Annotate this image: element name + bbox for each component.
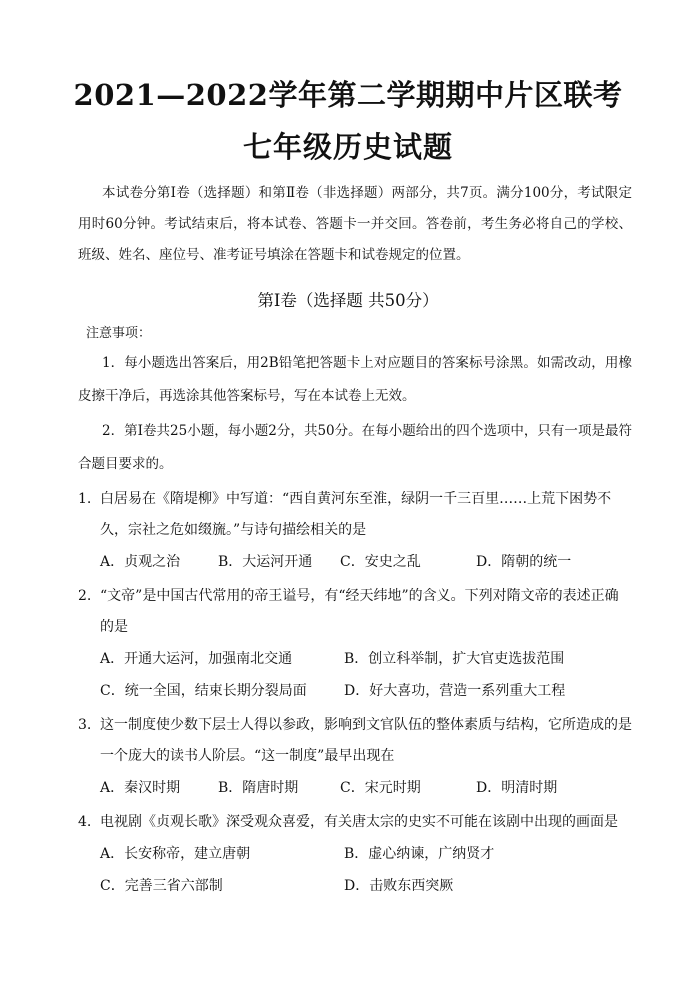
question-3 [78, 710, 632, 772]
option-a: A．秦汉时期 [100, 780, 181, 796]
option-c: C．统一全国，结束长期分裂局面 [100, 683, 307, 699]
question-4 [78, 807, 632, 838]
option-b: B．创立科举制，扩大官吏选拔范围 [344, 651, 565, 667]
option-d: D．明清时期 [476, 780, 558, 796]
exam-subtitle: 七年级历史试题 [242, 130, 453, 164]
question-number: 2. [78, 588, 92, 604]
option-a: A．贞观之治 [100, 554, 181, 570]
question-2 [78, 581, 632, 643]
question-stem: 这一制度使少数下层士人得以参政，影响到文官队伍的整体素质与结构，它所造成的是一个庞大的读书人阶层。“这一制度”最早出现在 [100, 717, 632, 764]
option-c: C．安史之乱 [340, 554, 421, 570]
option-d: D．击败东西突厥 [344, 878, 454, 894]
notes-heading: 注意事项： [86, 326, 152, 341]
exam-title: 2021—2022学年第二学期期中片区联考 [73, 78, 623, 112]
option-b: B．大运河开通 [218, 554, 313, 570]
question-stem: 电视剧《贞观长歌》深受观众喜爱，有关唐太宗的史实不可能在该剧中出现的画面是 [100, 814, 618, 830]
question-stem: “文帝”是中国古代常用的帝王谥号，有“经天纬地”的含义。下列对隋文帝的表述正确的是 [100, 588, 619, 635]
question-1 [78, 484, 632, 546]
option-c: C．宋元时期 [340, 780, 421, 796]
option-d: D．好大喜功，营造一系列重大工程 [344, 683, 566, 699]
question-2-options-row1 [78, 644, 632, 675]
option-b: B．虚心纳谏，广纳贤才 [344, 846, 495, 862]
option-a: A．开通大运河，加强南北交通 [100, 651, 293, 667]
option-d: D．隋朝的统一 [476, 554, 572, 570]
question-number: 4. [78, 814, 92, 830]
section-title: 第Ⅰ卷（选择题 共50分） [257, 291, 439, 310]
question-number: 1. [78, 491, 92, 507]
note-2: 2．第Ⅰ卷共25小题，每小题2分，共50分。在每小题给出的四个选项中，只有一项是最符合题目要求的。 [78, 423, 632, 472]
question-number: 3. [78, 717, 92, 733]
question-1-options [78, 547, 632, 578]
note-1: 1．每小题选出答案后，用2B铅笔把答题卡上对应题目的答案标号涂黑。如需改动，用橡皮擦干净后，再选涂其他答案标号，写在本试卷上无效。 [78, 355, 632, 404]
question-3-options [78, 773, 632, 804]
question-4-options-row1 [78, 839, 632, 870]
question-2-options-row2 [78, 676, 632, 707]
question-stem: 白居易在《隋堤柳》中写道：“西自黄河东至淮，绿阴一千三百里……上荒下困势不久，宗社之危如缀旒。”与诗句描绘相关的是 [100, 491, 612, 538]
option-c: C．完善三省六部制 [100, 878, 223, 894]
exam-instructions: 本试卷分第Ⅰ卷（选择题）和第Ⅱ卷（非选择题）两部分，共7页。满分100分，考试限定用时60分钟。考试结束后，将本试卷、答题卡一并交回。答卷前，考生务必将自己的学校、班级、姓名、座位号、准考证号填涂在答题卡和试卷规定的位置。 [78, 185, 632, 263]
option-b: B．隋唐时期 [218, 780, 299, 796]
option-a: A．长安称帝，建立唐朝 [100, 846, 251, 862]
question-4-options-row2 [78, 871, 632, 902]
